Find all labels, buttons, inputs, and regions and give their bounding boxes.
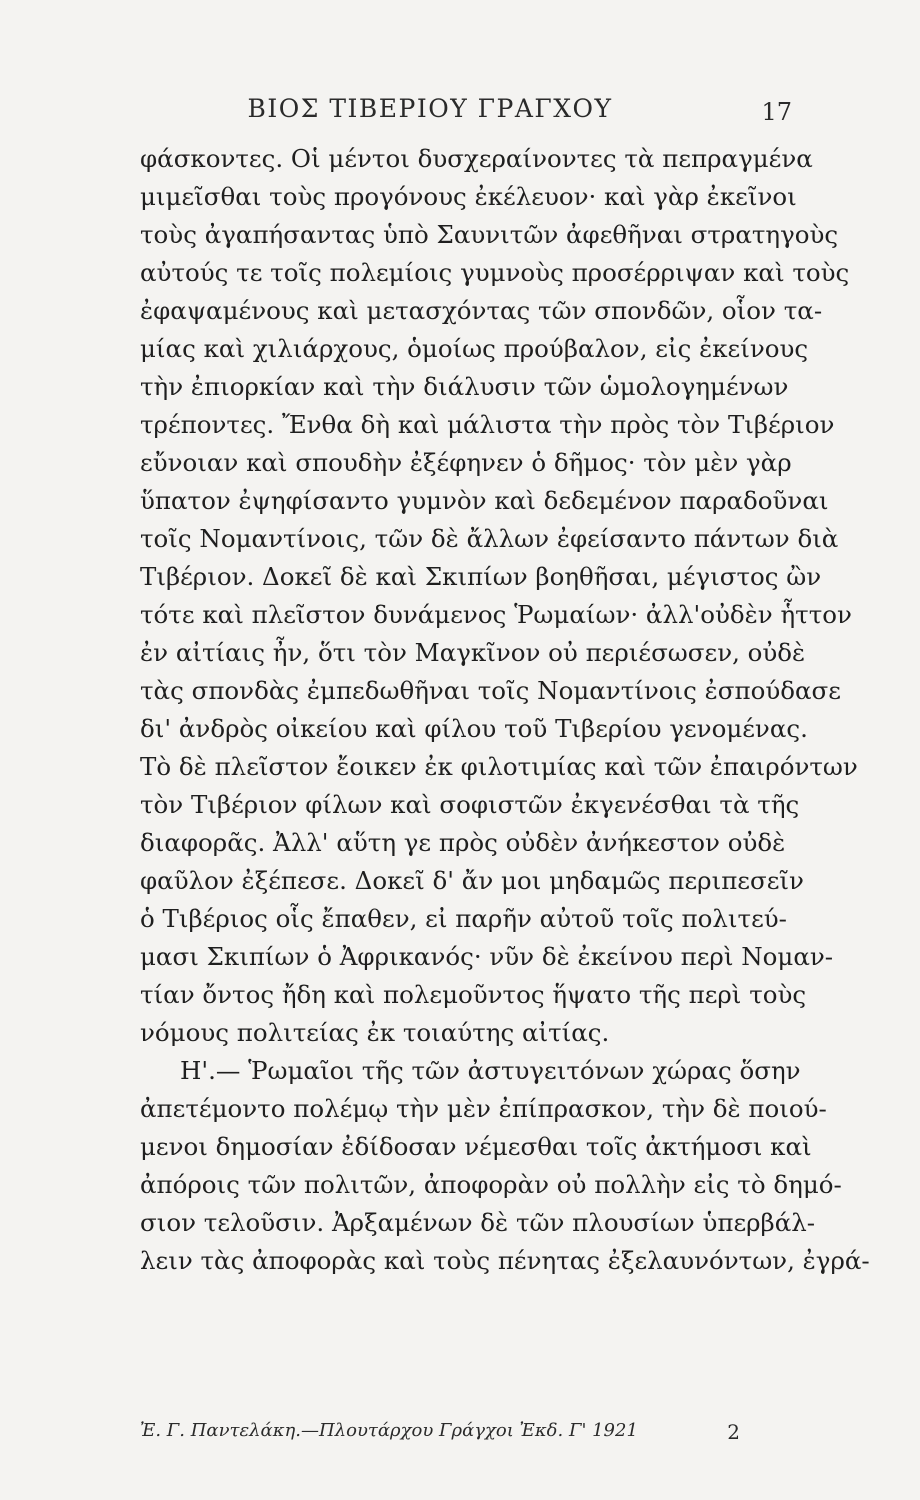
page-number: 17	[761, 98, 792, 126]
body-text	[140, 140, 870, 1280]
text-line: ὁ Τιβέριος οἷς ἔπαθεν, εἰ παρῆν αὐτοῦ τοῖς πολιτεύ-	[140, 904, 787, 933]
text-line: τοὺς ἀγαπήσαντας ὑπὸ Σαυνιτῶν ἀφεθῆναι στρατηγοὺς	[140, 220, 839, 249]
text-line: τρέποντες. Ἔνθα δὴ καὶ μάλιστα τὴν πρὸς τὸν Τιβέριον	[140, 410, 835, 439]
text-line: τίαν ὄντος ἤδη καὶ πολεμοῦντος ἥψατο τῆς περὶ τοὺς	[140, 980, 807, 1009]
signature-text: Ἐ. Γ. Παντελάκη.—Πλουτάρχου Γράγχοι Ἐκδ. Γ' 1921	[140, 1420, 638, 1441]
text-line: ὕπατον ἐψηφίσαντο γυμνὸν καὶ δεδεμένον παραδοῦναι	[140, 486, 829, 515]
text-line: δι' ἀνδρὸς οἰκείου καὶ φίλου τοῦ Τιβερίου γενομένας.	[140, 714, 808, 743]
text-line: τότε καὶ πλεῖστον δυνάμενος Ῥωμαίων· ἀλλ'οὐδὲν ἧττον	[140, 600, 852, 629]
text-line: τὰς σπονδὰς ἐμπεδωθῆναι τοῖς Νομαντίνοις ἐσπούδασε	[140, 676, 841, 705]
text-line: τὴν ἐπιορκίαν καὶ τὴν διάλυσιν τῶν ὡμολογημένων	[140, 372, 789, 401]
text-line: ἀπετέμοντο πολέμῳ τὴν μὲν ἐπίπρασκον, τὴν δὲ ποιού-	[140, 1094, 827, 1123]
text-line: φαῦλον ἐξέπεσε. Δοκεῖ δ' ἄν μοι μηδαμῶς περιπεσεῖν	[140, 866, 804, 895]
text-line: μίας καὶ χιλιάρχους, ὁμοίως προύβαλον, εἰς ἐκείνους	[140, 334, 809, 363]
text-line: ἀπόροις τῶν πολιτῶν, ἀποφορὰν οὐ πολλὴν εἰς τὸ δημό-	[140, 1170, 842, 1199]
text-line: διαφορᾶς. Ἀλλ' αὕτη γε πρὸς οὐδὲν ἀνήκεστον οὐδὲ	[140, 828, 786, 857]
section-start-line: Η'.— Ῥωμαῖοι τῆς τῶν ἀστυγειτόνων χώρας ὅσην	[180, 1056, 801, 1085]
text-line: εὔνοιαν καὶ σπουδὴν ἐξέφηνεν ὁ δῆμος· τὸν μὲν γὰρ	[140, 448, 792, 477]
text-line: λειν τὰς ἀποφορὰς καὶ τοὺς πένητας ἐξελαυνόντων, ἐγρά-	[140, 1246, 870, 1275]
text-line: μενοι δημοσίαν ἐδίδοσαν νέμεσθαι τοῖς ἀκτήμοσι καὶ	[140, 1132, 812, 1161]
text-line: ἐφαψαμένους καὶ μετασχόντας τῶν σπονδῶν, οἷον τα-	[140, 296, 823, 325]
text-line: νόμους πολιτείας ἐκ τοιαύτης αἰτίας.	[140, 1018, 610, 1047]
running-title: ΒΙΟΣ ΤΙΒΕΡΙΟΥ ΓΡΑΓΧΟΥ	[247, 94, 613, 123]
text-line: τοῖς Νομαντίνοις, τῶν δὲ ἄλλων ἐφείσαντο πάντων διὰ	[140, 524, 839, 553]
text-line: μιμεῖσθαι τοὺς προγόνους ἐκέλευον· καὶ γὰρ ἐκεῖνοι	[140, 182, 797, 211]
text-line: μασι Σκιπίων ὁ Ἀφρικανός· νῦν δὲ ἐκείνου περὶ Νομαν-	[140, 942, 834, 971]
printer-signature	[140, 1420, 740, 1450]
signature-number: 2	[727, 1420, 740, 1444]
text-line: Τὸ δὲ πλεῖστον ἔοικεν ἐκ φιλοτιμίας καὶ τῶν ἐπαιρόντων	[140, 752, 858, 781]
text-line: Τιβέριον. Δοκεῖ δὲ καὶ Σκιπίων βοηθῆσαι, μέγιστος ὢν	[140, 562, 822, 591]
text-line: τὸν Τιβέριον φίλων καὶ σοφιστῶν ἐκγενέσθαι τὰ τῆς	[140, 790, 800, 819]
text-line: σιον τελοῦσιν. Ἀρξαμένων δὲ τῶν πλουσίων ὑπερβάλ-	[140, 1208, 816, 1237]
text-line: φάσκοντες. Οἱ μέντοι δυσχεραίνοντες τὰ πεπραγμένα	[140, 144, 813, 173]
text-line: αὐτούς τε τοῖς πολεμίοις γυμνοὺς προσέρριψαν καὶ τοὺς	[140, 258, 850, 287]
text-line: ἐν αἰτίαις ἦν, ὅτι τὸν Μαγκῖνον οὐ περιέσωσεν, οὐδὲ	[140, 638, 806, 667]
